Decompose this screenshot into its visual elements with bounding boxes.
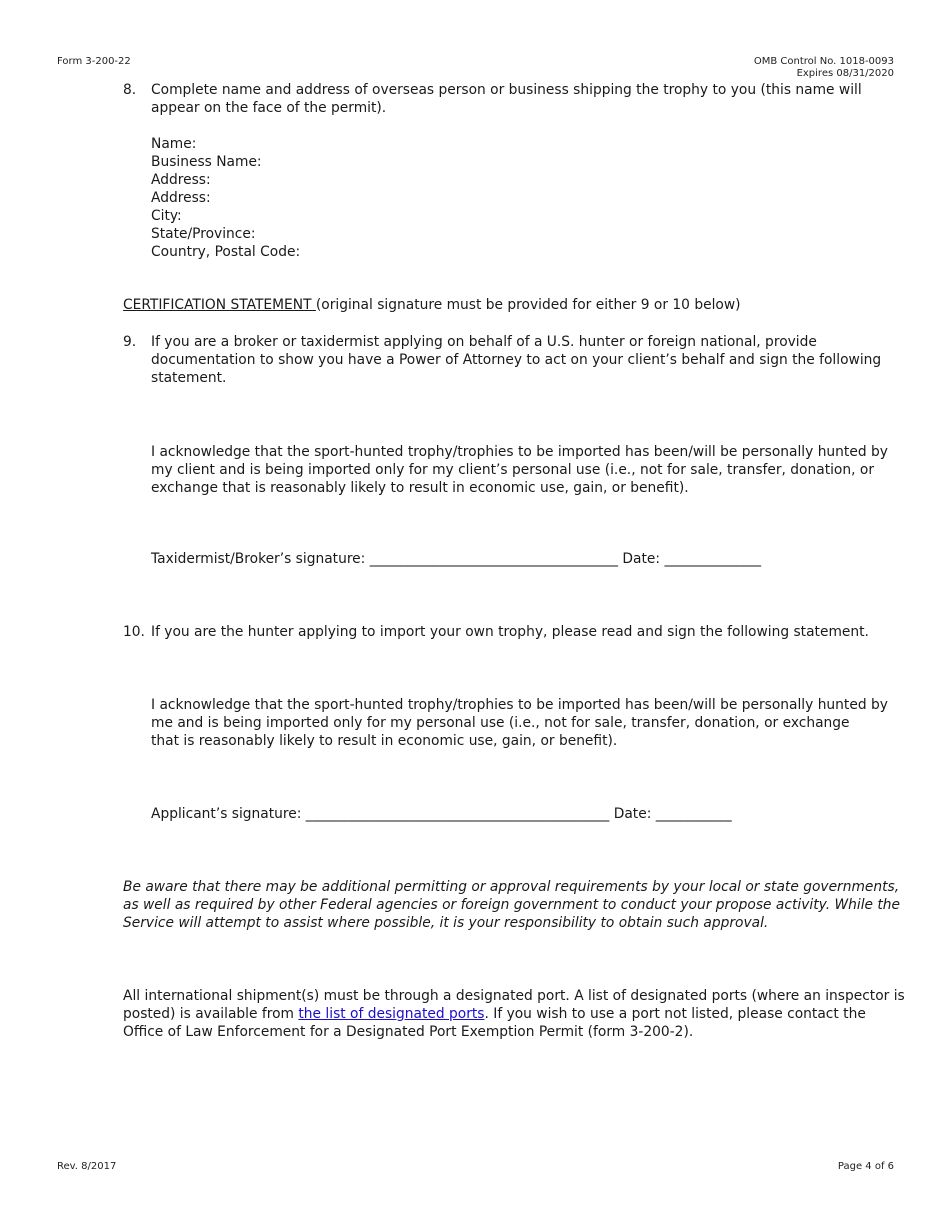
certification-statement (123, 296, 893, 314)
state-province-field-label: State/Province: (151, 226, 256, 242)
additional-requirements-notice (123, 878, 901, 932)
country-postal-code-field-label: Country, Postal Code: (151, 244, 301, 260)
acknowledgement-line: me and is being imported only for my personal use (i.e., not for sale, transfer, donation, or exchange (151, 715, 850, 731)
city-field-label: City: (151, 208, 182, 224)
expiration-date: Expires 08/31/2020 (796, 68, 894, 79)
name-field-label: Name: (151, 136, 197, 152)
omb-control-text: OMB Control No. 1018-0093 (753, 56, 894, 67)
revision-date: Rev. 8/2017 (57, 1161, 117, 1172)
designated-ports-paragraph (123, 987, 905, 1041)
broker-acknowledgement (151, 443, 896, 497)
business-name-field-label: Business Name: (151, 154, 262, 170)
address-field-label: Address: (151, 190, 211, 206)
item-8-line: appear on the face of the permit). (151, 100, 387, 116)
item-8-number: 8. (123, 82, 137, 98)
item-8-instructions (151, 81, 896, 117)
form-number: Form 3-200-22 (57, 56, 131, 67)
ports-text-after-link: . If you wish to use a port not listed, please contact the (484, 1006, 866, 1022)
item-10-number: 10. (123, 624, 145, 640)
applicant-signature-line[interactable]: Applicant’s signature: ____________________________________________ Date: ___________ (151, 806, 732, 822)
ports-line (123, 1005, 893, 1023)
shipper-address-fields (151, 135, 896, 261)
acknowledgement-line: I acknowledge that the sport-hunted trophy/trophies to be imported has been/will be personally hunted by (151, 444, 888, 460)
item-9-instructions (151, 333, 896, 387)
acknowledgement-line: exchange that is reasonably likely to result in economic use, gain, or benefit). (151, 480, 689, 496)
omb-control-number (754, 56, 894, 80)
designated-ports-link[interactable]: the list of designated ports (298, 1006, 485, 1022)
page-number: Page 4 of 6 (837, 1161, 894, 1172)
item-10-instructions: If you are the hunter applying to import your own trophy, please read and sign the following statement. (151, 624, 869, 640)
item-8-line: Complete name and address of overseas person or business shipping the trophy to you (this name will (151, 82, 862, 98)
ports-text-before-link: posted) is available from (123, 1006, 299, 1022)
certification-note: (original signature must be provided for either 9 or 10 below) (315, 297, 741, 313)
notice-line: Service will attempt to assist where possible, it is your responsibility to obtain such approval. (123, 915, 769, 931)
ports-line: All international shipment(s) must be through a designated port. A list of designated ports (where an inspector is (123, 988, 905, 1004)
acknowledgement-line: my client and is being imported only for my client’s personal use (i.e., not for sale, transfer, donation, or (151, 462, 875, 478)
item-9-line: If you are a broker or taxidermist applying on behalf of a U.S. hunter or foreign national, provide (151, 334, 817, 350)
broker-signature-line[interactable]: Taxidermist/Broker’s signature: ____________________________________ Date: ______________ (151, 551, 762, 567)
certification-heading: CERTIFICATION STATEMENT (123, 297, 316, 313)
acknowledgement-line: that is reasonably likely to result in economic use, gain, or benefit). (151, 733, 618, 749)
acknowledgement-line: I acknowledge that the sport-hunted trophy/trophies to be imported has been/will be personally hunted by (151, 697, 888, 713)
item-9-number: 9. (123, 334, 137, 350)
ports-line: Office of Law Enforcement for a Designated Port Exemption Permit (form 3-200-2). (123, 1024, 694, 1040)
address-field-label: Address: (151, 172, 211, 188)
applicant-acknowledgement (151, 696, 896, 750)
item-9-line: documentation to show you have a Power of Attorney to act on your client’s behalf and sign the following (151, 352, 882, 368)
notice-line: Be aware that there may be additional permitting or approval requirements by your local or state governments, (123, 879, 900, 895)
notice-line: as well as required by other Federal agencies or foreign government to conduct your propose activity. While the (123, 897, 901, 913)
item-9-line: statement. (151, 370, 227, 386)
